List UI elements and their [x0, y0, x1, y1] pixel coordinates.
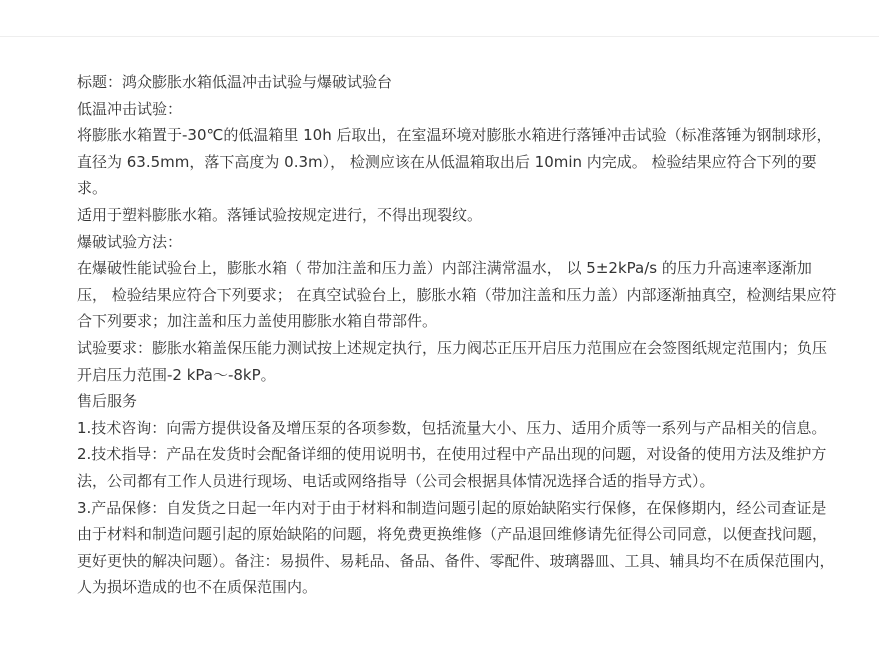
paragraph-service-warranty: 3.产品保修：自发货之日起一年内对于由于材料和制造问题引起的原始缺陷实行保修，在保修期内，经公司查证是由于材料和制造问题引起的原始缺陷的问题，将免费更换维修（产品退回维修请先征得公司同意，以便查找问题，更好更快的解决问题）。备注：易损件、易耗品、备品、备件、零配件、玻璃器皿、工具、辅具均不在质保范围内，人为损坏造成的也不在质保范围内。 — [77, 498, 835, 597]
section-heading-burst: 爆破试验方法： — [77, 232, 183, 251]
paragraph-burst-method: 在爆破性能试验台上，膨胀水箱（ 带加注盖和压力盖）内部注满常温水， 以 5±2kPa/s 的压力升高速率逐渐加压， 检验结果应符合下列要求； 在真空试验台上，膨胀水箱（带加注盖和压力盖）内部逐渐抽真空，检测结果应符合下列要求；加注盖和压力盖使用膨胀水箱自带部件。 — [77, 259, 837, 331]
top-bar — [0, 0, 879, 37]
paragraph-service-guidance: 2.技术指导：产品在发货时会配备详细的使用说明书，在使用过程中产品出现的问题，对设备的使用方法及维护方法，公司都有工作人员进行现场、电话或网络指导（公司会根据具体情况选择合适的指导方式）。 — [77, 445, 827, 490]
article-title: 标题：鸿众膨胀水箱低温冲击试验与爆破试验台 — [77, 73, 393, 91]
paragraph-low-temp-procedure: 将膨胀水箱置于-30℃的低温箱里 10h 后取出，在室温环境对膨胀水箱进行落锤冲击试验（标准落锤为钢制球形，直径为 63.5mm，落下高度为 0.3m）， 检测应该在从低温箱取出后 10min 内完成。 检验结果应符合下列的要求。 — [77, 126, 832, 198]
section-heading-after-sales: 售后服务 — [77, 392, 138, 411]
paragraph-test-requirements: 试验要求：膨胀水箱盖保压能力测试按上述规定执行，压力阀芯正压开启压力范围应在会签图纸规定范围内；负压开启压力范围-2 kPa～-8kP。 — [77, 338, 828, 384]
section-heading-low-temp: 低温冲击试验： — [77, 99, 183, 118]
article-body — [77, 69, 837, 601]
paragraph-low-temp-scope: 适用于塑料膨胀水箱。落锤试验按规定进行，不得出现裂纹。 — [77, 205, 483, 224]
paragraph-service-consulting: 1.技术咨询：向需方提供设备及增压泵的各项参数，包括流量大小、压力、适用介质等一系列与产品相关的信息。 — [77, 418, 827, 437]
